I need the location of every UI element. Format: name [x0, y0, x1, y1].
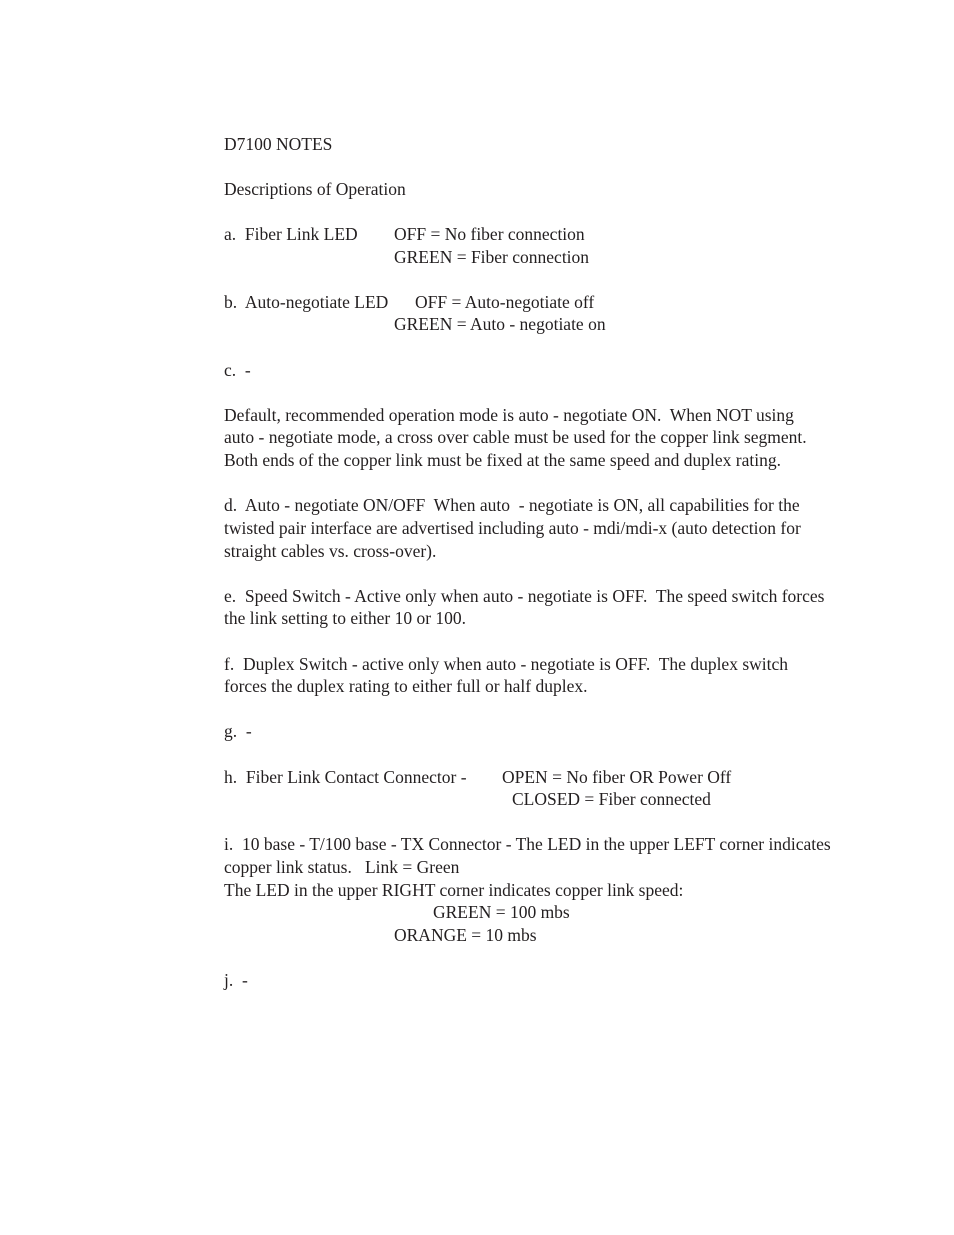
item-e-line: e. Speed Switch - Active only when auto - negotiate is OFF. The speed switch forces [224, 586, 825, 606]
item-e-line: the link setting to either 10 or 100. [224, 608, 467, 628]
item-f-line: f. Duplex Switch - active only when auto - negotiate is OFF. The duplex switch [224, 654, 789, 674]
item-h-state-open: OPEN = No fiber OR Power Off [502, 767, 732, 787]
item-c: c. - [224, 360, 251, 380]
item-a-state-green: GREEN = Fiber connection [394, 247, 590, 267]
item-i-line: The LED in the upper RIGHT corner indicates copper link speed: [224, 880, 684, 900]
default-paragraph-line: Default, recommended operation mode is auto - negotiate ON. When NOT using [224, 405, 794, 425]
document-title: D7100 NOTES [224, 134, 333, 154]
item-i-speed-green: GREEN = 100 mbs [433, 902, 570, 922]
item-a-label: a. Fiber Link LED [224, 224, 358, 244]
item-d-line: twisted pair interface are advertised including auto - mdi/mdi-x (auto detection for [224, 518, 801, 538]
item-h-state-closed: CLOSED = Fiber connected [512, 789, 711, 809]
default-paragraph-line: auto - negotiate mode, a cross over cable must be used for the copper link segment. [224, 427, 807, 447]
item-b-state-green: GREEN = Auto - negotiate on [394, 314, 606, 334]
item-h-label: h. Fiber Link Contact Connector - [224, 767, 467, 787]
item-a-state-off: OFF = No fiber connection [394, 224, 585, 244]
item-i-line: copper link status. Link = Green [224, 857, 460, 877]
item-j: j. - [224, 970, 248, 990]
item-g: g. - [224, 721, 252, 741]
item-d-line: d. Auto - negotiate ON/OFF When auto - negotiate is ON, all capabilities for the [224, 495, 800, 515]
item-f-line: forces the duplex rating to either full or half duplex. [224, 676, 588, 696]
item-d-line: straight cables vs. cross-over). [224, 541, 437, 561]
default-paragraph-line: Both ends of the copper link must be fixed at the same speed and duplex rating. [224, 450, 781, 470]
item-i-line: i. 10 base - T/100 base - TX Connector - The LED in the upper LEFT corner indicates [224, 834, 831, 854]
item-b-label: b. Auto-negotiate LED [224, 292, 389, 312]
section-subtitle: Descriptions of Operation [224, 179, 406, 199]
item-i-speed-orange: ORANGE = 10 mbs [394, 925, 537, 945]
item-b-state-off: OFF = Auto-negotiate off [415, 292, 595, 312]
